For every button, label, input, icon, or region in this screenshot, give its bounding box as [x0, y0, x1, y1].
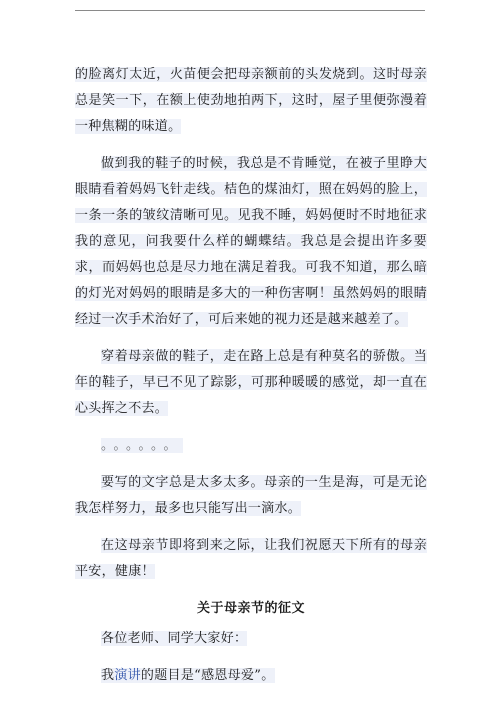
greeting: 各位老师、同学大家好：	[101, 631, 248, 646]
paragraph-4: 要写的文字总是太多太多。母亲的一生是海，可是无论我怎样努力，最多也只能写出一滴水。	[75, 475, 427, 516]
section-title: 关于母亲节的征文	[196, 601, 305, 616]
ellipsis-dots: 。。。。。。	[101, 438, 183, 453]
top-rule	[75, 10, 425, 11]
speech-intro: 我演讲的题目是“感恩母爱”。	[101, 668, 275, 683]
paragraph-2: 做到我的鞋子的时候，我总是不肯睡觉，在被子里睁大眼睛看着妈妈飞针走线。桔色的煤油灯，照在妈妈的脸上，一条一条的皱纹清晰可见。见我不睡，妈妈便时不时地征求我的意见，问我要什么样的蝴蝶结。我总是会提出许多要求，而妈妈也总是尽力地在满足着我。可我不知道，那么暗的灯光对妈妈的眼睛是多大的一种伤害啊！虽然妈妈的眼睛经过一次手术治好了，可后来她的视力还是越来越差了。	[75, 156, 427, 327]
document-body	[75, 62, 427, 700]
paragraph-5: 在这母亲节即将到来之际，让我们祝愿天下所有的母亲平安，健康！	[75, 538, 427, 579]
paragraph-1: 的脸离灯太近，火苗便会把母亲额前的头发烧到。这时母亲总是笑一下，在额上使劲地拍两下，这时，屋子里便弥漫着一种焦糊的味道。	[75, 67, 427, 134]
paragraph-3: 穿着母亲做的鞋子，走在路上总是有种莫名的骄傲。当年的鞋子，早已不见了踪影，可那种暖暖的感觉，却一直在心头挥之不去。	[75, 349, 427, 416]
speech-link[interactable]: 演讲	[114, 668, 141, 683]
